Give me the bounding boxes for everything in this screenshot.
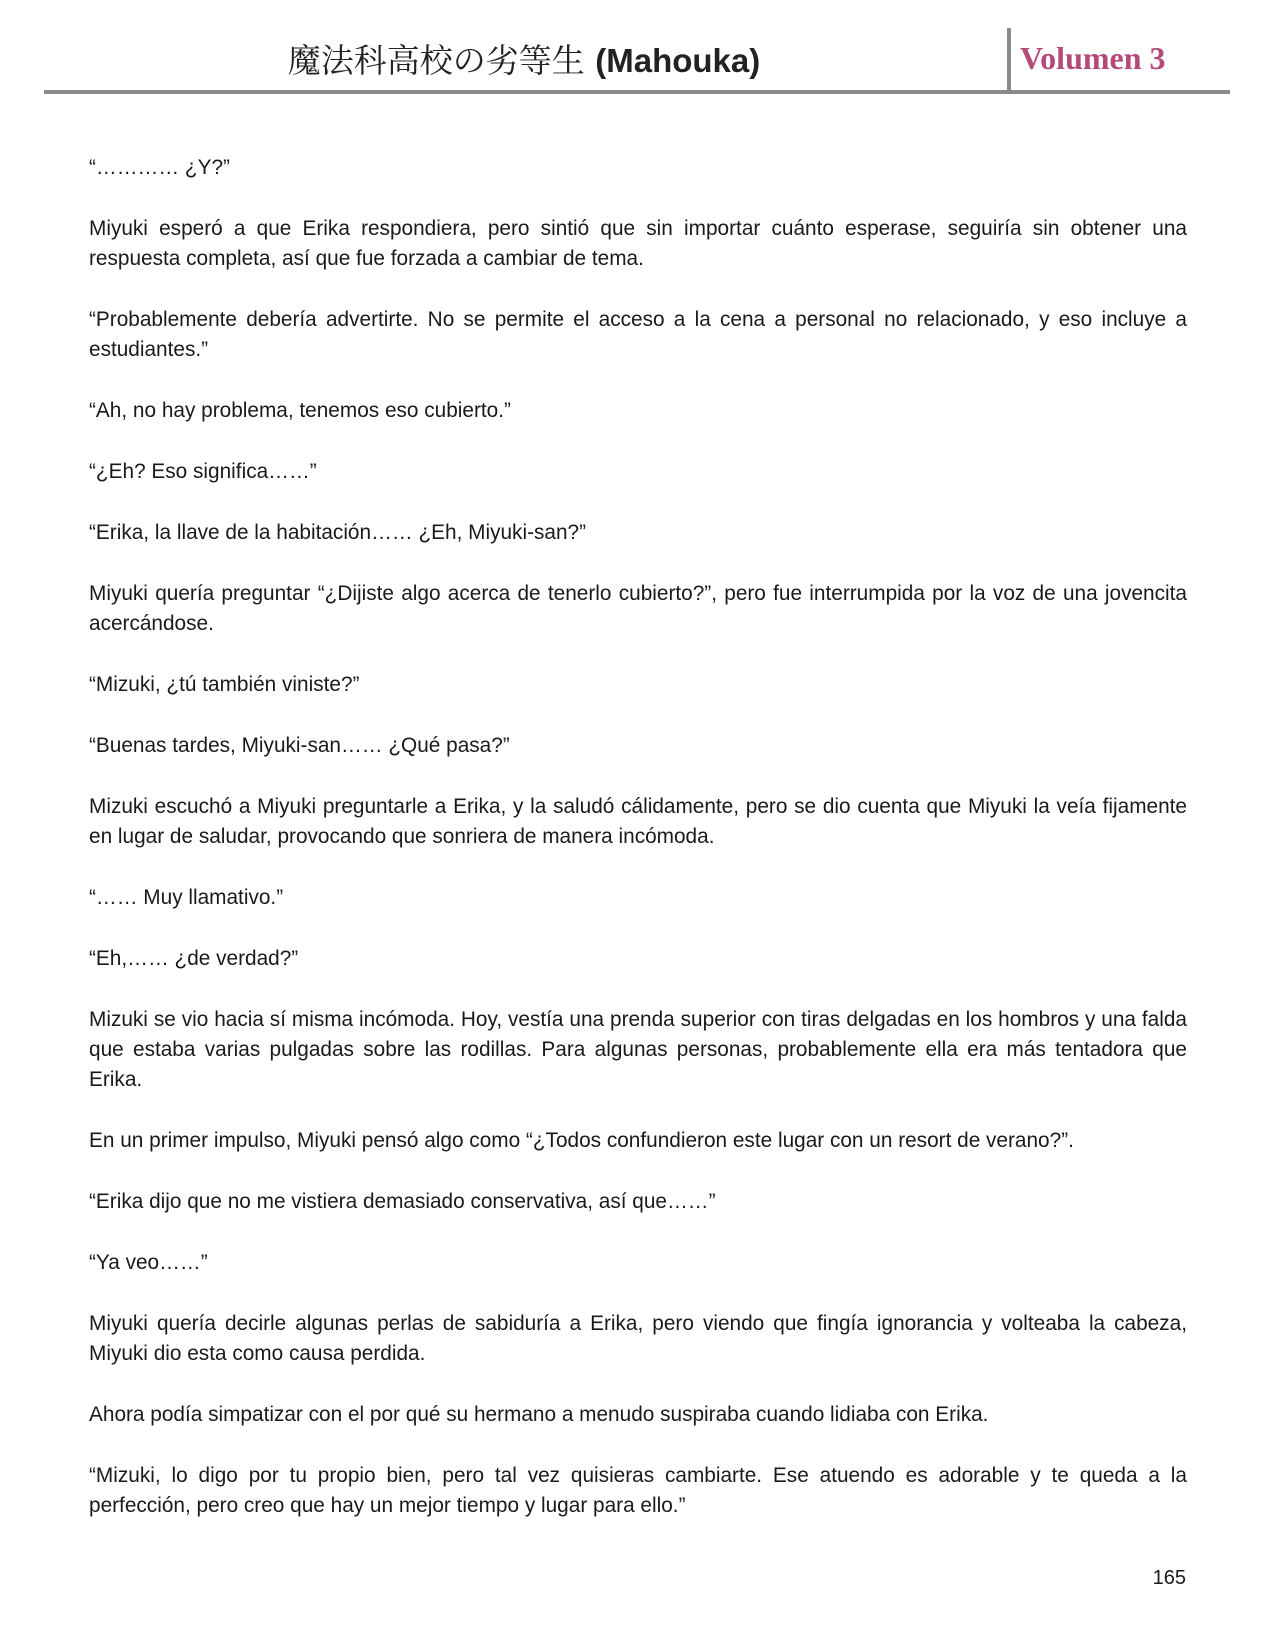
paragraph: Mizuki se vio hacia sí misma incómoda. Hoy, vestía una prenda superior con tiras delgadas en los hombros y una falda que estaba varias pulgadas sobre las rodillas. Para algunas personas, probablemente ella era más tentadora que Erika.: [89, 1008, 1187, 1091]
paragraph: En un primer impulso, Miyuki pensó algo como “¿Todos confundieron este lugar con un resort de verano?”.: [89, 1129, 1074, 1152]
paragraph: “Erika dijo que no me vistiera demasiado conservativa, así que……”: [89, 1190, 716, 1213]
paragraph: “Mizuki, ¿tú también viniste?”: [89, 673, 360, 696]
header-divider: [1007, 28, 1011, 92]
paragraph: Miyuki quería preguntar “¿Dijiste algo acerca de tenerlo cubierto?”, pero fue interrumpida por la voz de una jovencita acercándose.: [89, 582, 1187, 635]
paragraph: “Eh,…… ¿de verdad?”: [89, 947, 299, 970]
paragraph: Mizuki escuchó a Miyuki preguntarle a Erika, y la saludó cálidamente, pero se dio cuenta que Miyuki la veía fijamente en lugar de saludar, provocando que sonriera de manera incómoda.: [89, 795, 1187, 848]
volume-label: Volumen 3: [1020, 40, 1166, 76]
paragraph: “Probablemente debería advertirte. No se permite el acceso a la cena a personal no relacionado, y eso incluye a estudiantes.”: [89, 308, 1187, 361]
paragraph: “Ah, no hay problema, tenemos eso cubierto.”: [89, 399, 511, 422]
book-title-latin: (Mahouka): [595, 42, 761, 79]
paragraph: “Ya veo……”: [89, 1251, 208, 1274]
paragraph: Miyuki esperó a que Erika respondiera, pero sintió que sin importar cuánto esperase, seguiría sin obtener una respuesta completa, así que fue forzada a cambiar de tema.: [89, 217, 1187, 270]
book-title: [44, 34, 1004, 88]
book-title-japanese: 魔法科高校の劣等生: [287, 41, 585, 80]
paragraph: “Erika, la llave de la habitación…… ¿Eh, Miyuki-san?”: [89, 521, 587, 544]
paragraph: Ahora podía simpatizar con el por qué su hermano a menudo suspiraba cuando lidiaba con Erika.: [89, 1403, 989, 1426]
header-rule: [44, 90, 1230, 94]
paragraph: “¿Eh? Eso significa……”: [89, 460, 317, 483]
paragraph: “………… ¿Y?”: [89, 156, 230, 179]
paragraph: Miyuki quería decirle algunas perlas de sabiduría a Erika, pero viendo que fingía ignorancia y volteaba la cabeza, Miyuki dio esta como causa perdida.: [89, 1312, 1187, 1365]
paragraph: “Buenas tardes, Miyuki-san…… ¿Qué pasa?”: [89, 734, 510, 757]
paragraph: “…… Muy llamativo.”: [89, 886, 284, 909]
paragraph: “Mizuki, lo digo por tu propio bien, pero tal vez quisieras cambiarte. Ese atuendo es adorable y te queda a la perfección, pero creo que hay un mejor tiempo y lugar para ello.”: [89, 1464, 1187, 1517]
page-header: [44, 28, 1230, 94]
page-number: 165: [1152, 1567, 1186, 1589]
page-body: [89, 153, 1187, 1552]
